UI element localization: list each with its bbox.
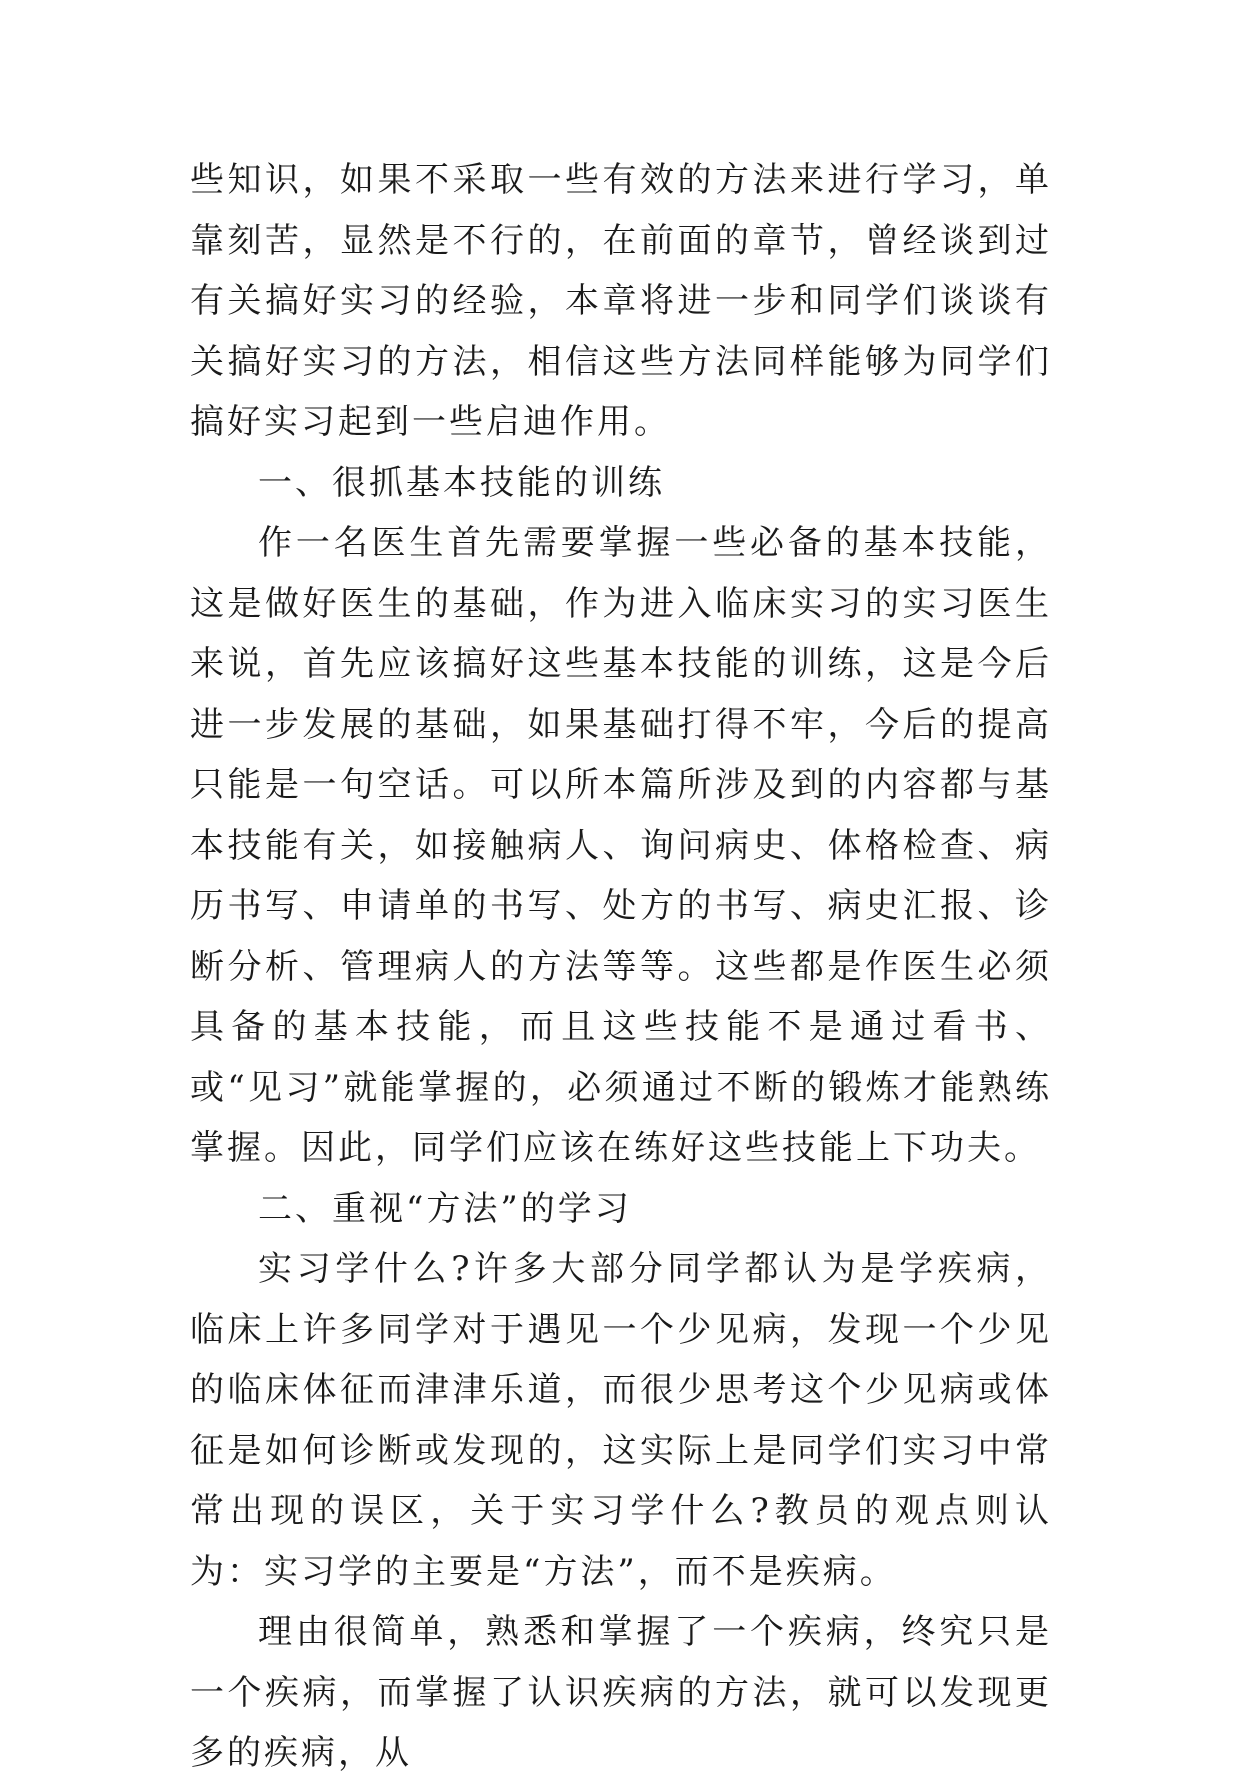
section-heading-methods: 二、重视“方法”的学习: [258, 1188, 632, 1229]
paragraph-basic-skills: 作一名医生首先需要掌握一些必备的基本技能，这是做好医生的基础，作为进入临床实习的实习医生来说，首先应该搞好这些基本技能的训练，这是今后进一步发展的基础，如果基础打得不牢，今后的提高只能是一句空话。可以所本篇所涉及到的内容都与基本技能有关，如接触病人、询问病史、体格检查、病历书写、申请单的书写、处方的书写、病史汇报、诊断分析、管理病人的方法等等。这些都是作医生必须具备的基本技能，而且这些技能不是通过看书、或“见习”就能掌握的，必须通过不断的锻炼才能熟练掌握。因此，同学们应该在练好这些技能上下功夫。: [190, 523, 1052, 1168]
paragraph-reason: 理由很简单，熟悉和掌握了一个疾病，终究只是一个疾病，而掌握了认识疾病的方法，就可以发现更多的疾病，从: [190, 1612, 1052, 1773]
section-heading-basic-skills: 一、很抓基本技能的训练: [258, 462, 665, 503]
document-body: [190, 150, 1052, 1784]
paragraph-what-to-learn: 实习学什么?许多大部分同学都认为是学疾病，临床上许多同学对于遇见一个少见病，发现一个少见的临床体征而津津乐道，而很少思考这个少见病或体征是如何诊断或发现的，这实际上是同学们实习中常常出现的误区，关于实习学什么?教员的观点则认为：实习学的主要是“方法”，而不是疾病。: [190, 1249, 1052, 1592]
paragraph-continuation: 些知识，如果不采取一些有效的方法来进行学习，单靠刻苦，显然是不行的，在前面的章节，曾经谈到过有关搞好实习的经验，本章将进一步和同学们谈谈有关搞好实习的方法，相信这些方法同样能够为同学们搞好实习起到一些启迪作用。: [190, 160, 1052, 442]
